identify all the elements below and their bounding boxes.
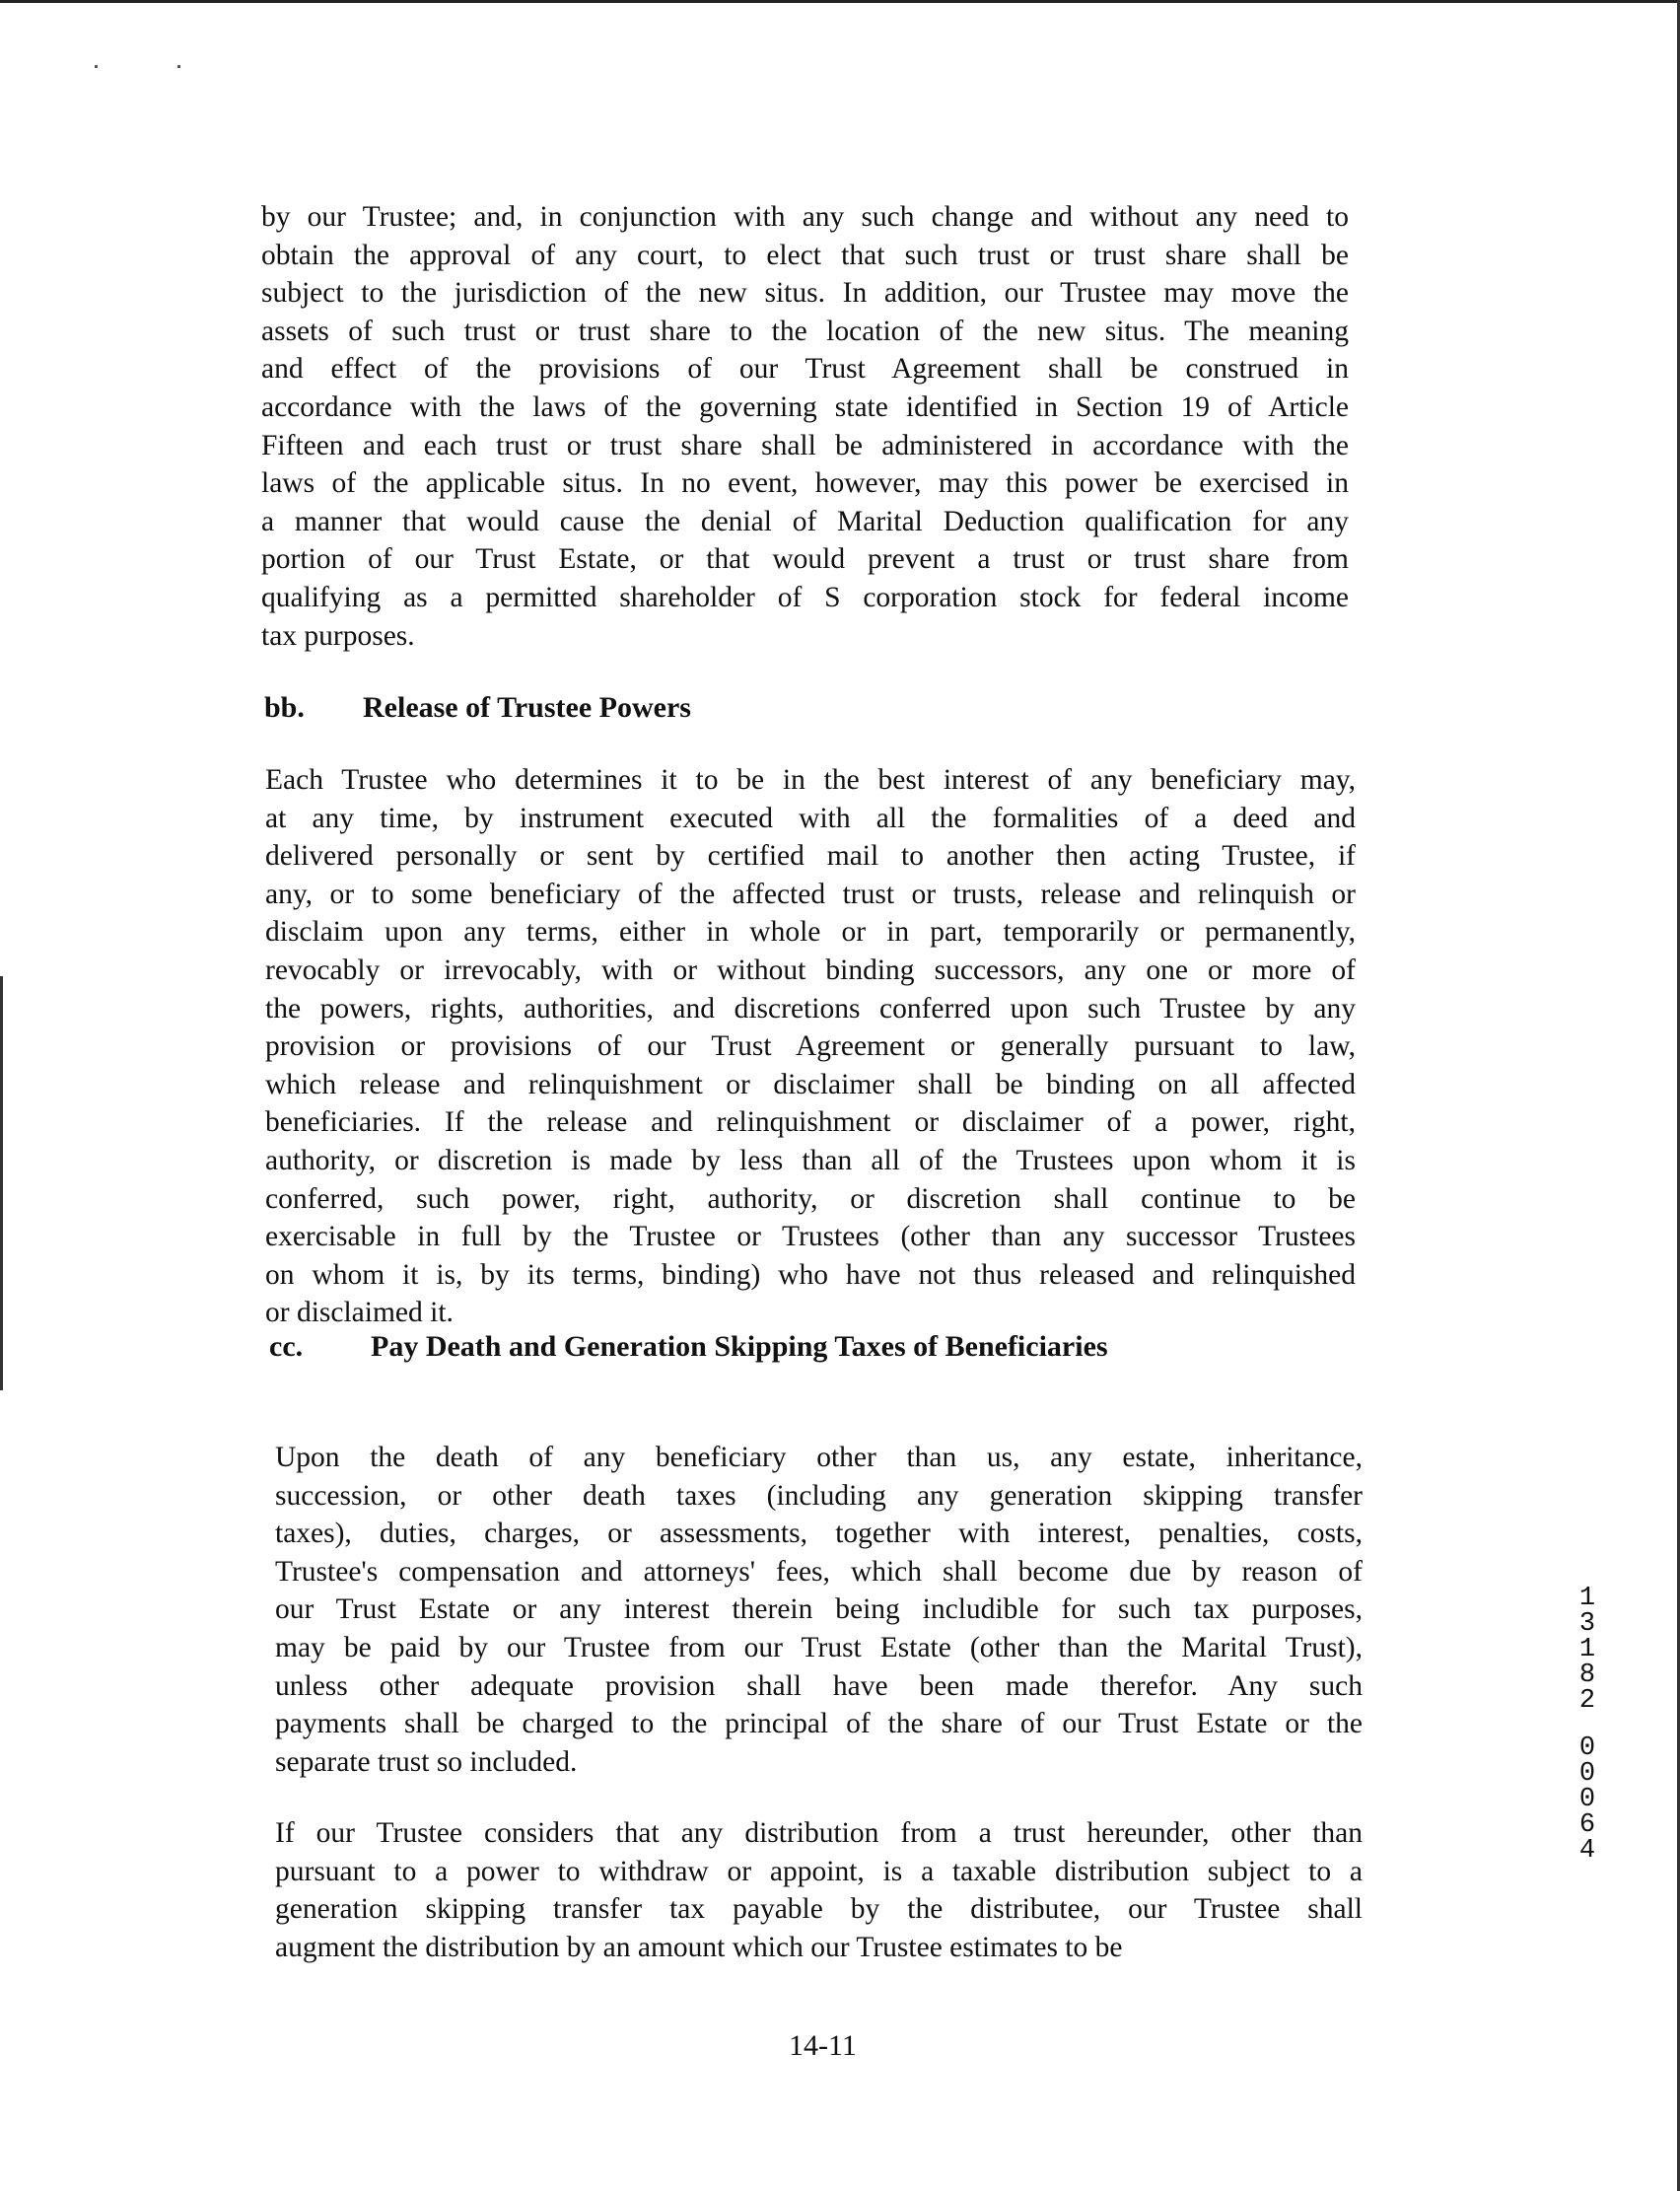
text-line: Each Trustee who determines it to be in the best interest of any beneficiary may,: [265, 764, 1356, 796]
paragraph-gst-distribution: [275, 1814, 1363, 1966]
scan-speck: [177, 65, 180, 68]
text-line: pursuant to a power to withdraw or appoint, is a taxable distribution subject to a: [275, 1855, 1363, 1887]
page-top-border: [0, 0, 1680, 3]
bates-digit: 0: [1578, 1759, 1596, 1789]
text-line: the powers, rights, authorities, and discretions conferred upon such Trustee by any: [265, 992, 1356, 1025]
bates-digit: 1: [1578, 1584, 1596, 1613]
text-line: portion of our Trust Estate, or that would prevent a trust or trust share from: [261, 543, 1349, 576]
bates-digit: 3: [1578, 1609, 1596, 1639]
text-line: which release and relinquishment or disclaimer shall be binding on all affected: [265, 1068, 1356, 1100]
text-line: provision or provisions of our Trust Agreement or generally pursuant to law,: [265, 1030, 1356, 1063]
text-line: Fifteen and each trust or trust share shall be administered in accordance with the: [261, 429, 1349, 461]
bates-gap: [1575, 1714, 1599, 1735]
text-line: If our Trustee considers that any distribution from a trust hereunder, other than: [275, 1817, 1363, 1849]
text-line: delivered personally or sent by certified mail to another then acting Trustee, if: [265, 840, 1356, 873]
text-line: unless other adequate provision shall have been made therefor. Any such: [275, 1669, 1363, 1702]
section-number: cc.: [269, 1330, 304, 1363]
section-heading-cc: [269, 1330, 1108, 1364]
text-line: generation skipping transfer tax payable by the distributee, our Trustee shall: [275, 1893, 1363, 1926]
bates-digit: 6: [1578, 1810, 1596, 1840]
section-number: bb.: [264, 691, 305, 724]
text-line: beneficiaries. If the release and relinquishment or disclaimer of a power, right,: [265, 1106, 1356, 1139]
bates-digit: 2: [1578, 1686, 1596, 1716]
text-line: may be paid by our Trustee from our Trust Estate (other than the Marital Trust),: [275, 1631, 1363, 1663]
paragraph-situs: [261, 198, 1349, 655]
text-line: revocably or irrevocably, with or without binding successors, any one or more of: [265, 954, 1356, 986]
text-line: or disclaimed it.: [265, 1297, 454, 1329]
text-line: subject to the jurisdiction of the new situs. In addition, our Trustee may move the: [261, 277, 1349, 310]
text-line: laws of the applicable situs. In no event, however, may this power be exercised in: [261, 467, 1349, 500]
text-line: augment the distribution by an amount which our Trustee estimates to be: [275, 1931, 1123, 1963]
text-line: a manner that would cause the denial of Marital Deduction qualification for any: [261, 505, 1349, 537]
page-number: 14-11: [789, 2029, 857, 2062]
text-line: qualifying as a permitted shareholder of S corporation stock for federal income: [261, 581, 1349, 613]
text-line: and effect of the provisions of our Trust Agreement shall be construed in: [261, 353, 1349, 386]
section-title: Pay Death and Generation Skipping Taxes of Beneficiaries: [371, 1330, 1108, 1363]
text-line: separate trust so included.: [275, 1745, 578, 1778]
bates-digit: 0: [1578, 1733, 1596, 1763]
text-line: assets of such trust or trust share to the location of the new situs. The meaning: [261, 315, 1349, 347]
text-line: by our Trustee; and, in conjunction with any such change and without any need to: [261, 201, 1349, 233]
bates-digit: 1: [1578, 1635, 1596, 1664]
text-line: conferred, such power, right, authority, or discretion shall continue to be: [265, 1182, 1356, 1215]
text-line: any, or to some beneficiary of the affected trust or trusts, release and relinquish or: [265, 878, 1356, 910]
scan-speck: [95, 65, 98, 68]
text-line: Trustee's compensation and attorneys' fees, which shall become due by reason of: [275, 1555, 1363, 1588]
section-title: Release of Trustee Powers: [363, 691, 691, 724]
text-line: tax purposes.: [261, 619, 415, 652]
paragraph-death-taxes: [275, 1439, 1363, 1781]
paragraph-release-powers: [265, 761, 1356, 1332]
bates-digit: 4: [1578, 1836, 1596, 1866]
text-line: accordance with the laws of the governing state identified in Section 19 of Article: [261, 390, 1349, 423]
text-line: succession, or other death taxes (including any generation skipping transfer: [275, 1479, 1363, 1512]
text-line: our Trust Estate or any interest therein being includible for such tax purposes,: [275, 1593, 1363, 1626]
text-line: disclaim upon any terms, either in whole or in part, temporarily or permanently,: [265, 916, 1356, 949]
text-line: taxes), duties, charges, or assessments, together with interest, penalties, costs,: [275, 1518, 1363, 1550]
scan-edge-mark: [0, 976, 3, 1390]
text-line: at any time, by instrument executed with all the formalities of a deed and: [265, 802, 1356, 834]
text-line: obtain the approval of any court, to elect that such trust or trust share shall be: [261, 239, 1349, 271]
text-line: exercisable in full by the Trustee or Trustees (other than any successor Trustees: [265, 1221, 1356, 1253]
bates-number: [1575, 1586, 1599, 1864]
text-line: Upon the death of any beneficiary other than us, any estate, inheritance,: [275, 1442, 1363, 1473]
section-heading-bb: [264, 691, 691, 725]
text-line: payments shall be charged to the principal of the share of our Trust Estate or the: [275, 1708, 1363, 1740]
bates-digit: 8: [1578, 1661, 1596, 1690]
text-line: on whom it is, by its terms, binding) who have not thus released and relinquished: [265, 1258, 1356, 1291]
text-line: authority, or discretion is made by less than all of the Trustees upon whom it is: [265, 1144, 1356, 1176]
bates-digit: 0: [1578, 1785, 1596, 1814]
